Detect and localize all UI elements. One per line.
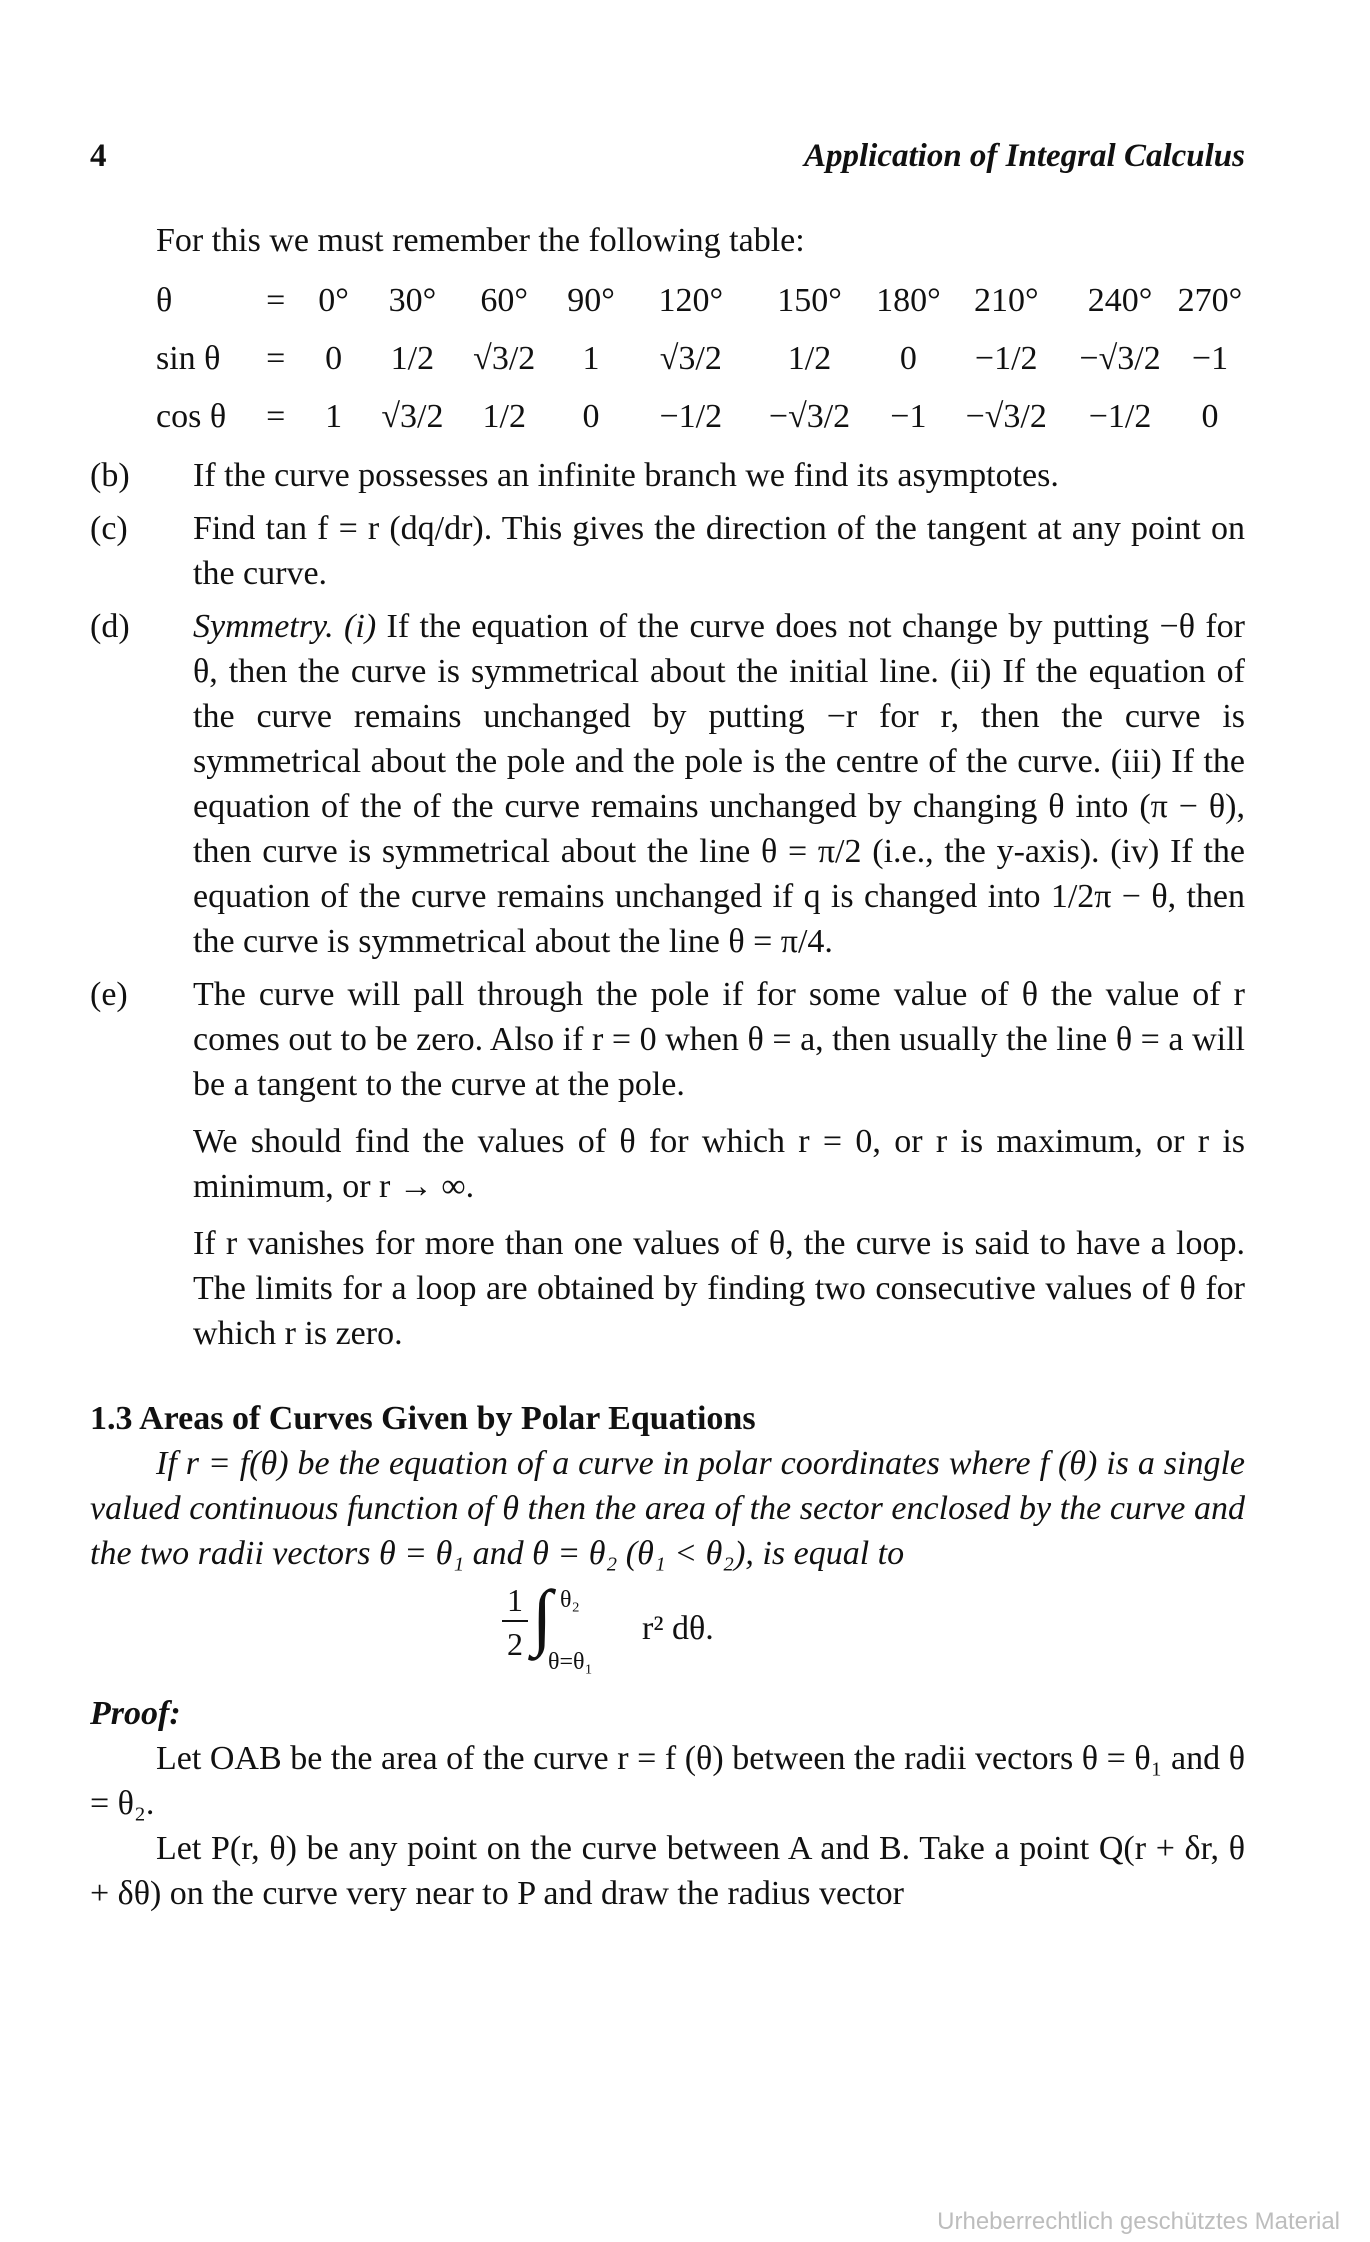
trig-cell: −√3/2: [768, 397, 851, 435]
trig-cell: 1/2: [787, 339, 832, 377]
trig-row: [156, 387, 1245, 445]
running-title: Application of Integral Calculus: [804, 138, 1245, 174]
proof-paragraph-1: Let OAB be the area of the curve r = f (θ) between the radii vectors θ = θ₁ and θ = θ₂.: [90, 1740, 1245, 1822]
watermark: Urheberrechtlich geschütztes Material: [937, 2208, 1340, 2235]
trig-row-label: cos θ: [156, 397, 227, 435]
trig-cell: −1/2: [974, 339, 1038, 377]
trig-cell: 60°: [480, 281, 529, 319]
equals-sign: =: [266, 397, 286, 435]
trig-cell: 1/2: [482, 397, 526, 435]
trig-row: [156, 271, 1245, 329]
area-integral: [90, 1576, 1245, 1681]
item-body: If the curve possesses an infinite branch we find its asymptotes.: [193, 457, 1059, 494]
trig-cell: 270°: [1177, 281, 1243, 319]
item-body: The curve will pall through the pole if for some value of θ the value of r comes out to be zero. Also if r = 0 when θ = a, then usually the line θ = a will be a tangent to the curve at the pole.: [193, 976, 1245, 1103]
trig-cell: 1: [582, 339, 600, 377]
trig-cell: −1/2: [659, 397, 723, 435]
trig-cell: 180°: [876, 281, 941, 319]
list-item: [90, 972, 1245, 1107]
trig-cell: 90°: [567, 281, 615, 319]
trig-cell: 0°: [318, 281, 349, 319]
trig-cell: 210°: [973, 281, 1039, 319]
item-text: [193, 506, 1245, 596]
trig-row-label: sin θ: [156, 339, 221, 377]
item-body: If the equation of the curve does not change by putting −θ for θ, then the curve is symmetrical about the initial line. (ii) If the equation of the curve remains unchanged by putting −r for r, then the curve is symmetrical about the pole and the pole is the centre of the curve. (iii) If the equation of the of the curve remains unchanged by changing θ into (π − θ), then curve is symmetrical about the line θ = π/2 (i.e., the y-axis). (iv) If the equation of the curve remains unchanged if q is changed into 1/2π − θ, then the curve is symmetrical about the line θ = π/4.: [193, 608, 1245, 960]
trig-cell: −√3/2: [965, 397, 1047, 435]
item-lead: Symmetry. (i): [193, 608, 377, 645]
trig-cell: 0: [325, 339, 343, 377]
trig-cell: 1: [325, 397, 343, 435]
trig-cell: −1: [890, 397, 927, 435]
theorem-statement: If r = f(θ) be the equation of a curve in polar coordinates where f (θ) is a single valued continuous function of θ then the area of the sector enclosed by the curve and the two radii vectors θ = θ₁ and θ = θ₂ (θ₁ < θ₂), is equal to: [90, 1445, 1245, 1572]
trig-cell: 1/2: [390, 339, 435, 377]
trig-cell: √3/2: [381, 397, 444, 435]
trig-cell: 150°: [777, 281, 842, 319]
item-label: (b): [90, 457, 130, 494]
integral-sign: ∫: [532, 1576, 553, 1658]
page-number: 4: [90, 138, 107, 174]
trig-cell: 30°: [388, 281, 437, 319]
proof-paragraph-2: Let P(r, θ) be any point on the curve between A and B. Take a point Q(r + δr, θ + δθ) on the curve very near to P and draw the radius vector: [90, 1830, 1245, 1912]
page-header: [90, 138, 1245, 178]
item-label: (e): [90, 976, 128, 1013]
trig-cell: −1/2: [1088, 397, 1152, 435]
page-body: [90, 218, 1245, 1916]
paragraph-loop: If r vanishes for more than one values of θ, the curve is said to have a loop. The limits for a loop are obtained by finding two consecutive values of θ for which r is zero.: [193, 1225, 1245, 1352]
trig-cell: √3/2: [473, 339, 536, 377]
fraction-denominator: 2: [507, 1626, 523, 1662]
item-text: [193, 453, 1245, 498]
equals-sign: =: [266, 339, 286, 377]
section-title: 1.3 Areas of Curves Given by Polar Equations: [90, 1400, 756, 1437]
trig-cell: 0: [899, 339, 917, 377]
list-item: [90, 506, 1245, 596]
trig-cell: √3/2: [659, 339, 722, 377]
item-text: [193, 972, 1245, 1107]
intro-text: For this we must remember the following table:: [156, 222, 805, 259]
integrand: r² dθ.: [642, 1610, 714, 1647]
lower-limit: θ=θ₁: [548, 1649, 593, 1675]
trig-cell: −√3/2: [1079, 339, 1161, 377]
list-item: [90, 604, 1245, 964]
list-item: [90, 453, 1245, 498]
trig-cell: −1: [1191, 339, 1229, 377]
trig-cell: 240°: [1087, 281, 1153, 319]
trig-row-label: θ: [156, 281, 173, 319]
trig-cell: 0: [1201, 397, 1219, 435]
trig-table: [156, 271, 1245, 445]
item-label: (d): [90, 608, 130, 645]
trig-cell: 0: [582, 397, 600, 435]
paragraph-extremes: We should find the values of θ for which r = 0, or r is maximum, or r is minimum, or r → ∞.: [193, 1123, 1245, 1205]
trig-cell: 120°: [658, 281, 724, 319]
item-text: [193, 604, 1245, 964]
item-body: Find tan f = r (dq/dr). This gives the direction of the tangent at any point on the curve.: [193, 510, 1245, 592]
item-label: (c): [90, 510, 128, 547]
fraction-numerator: 1: [507, 1582, 523, 1618]
trig-row: [156, 329, 1245, 387]
upper-limit: θ₂: [560, 1587, 580, 1613]
conditions-list: [90, 453, 1245, 1107]
equals-sign: =: [266, 281, 286, 319]
proof-heading: Proof:: [90, 1695, 181, 1732]
